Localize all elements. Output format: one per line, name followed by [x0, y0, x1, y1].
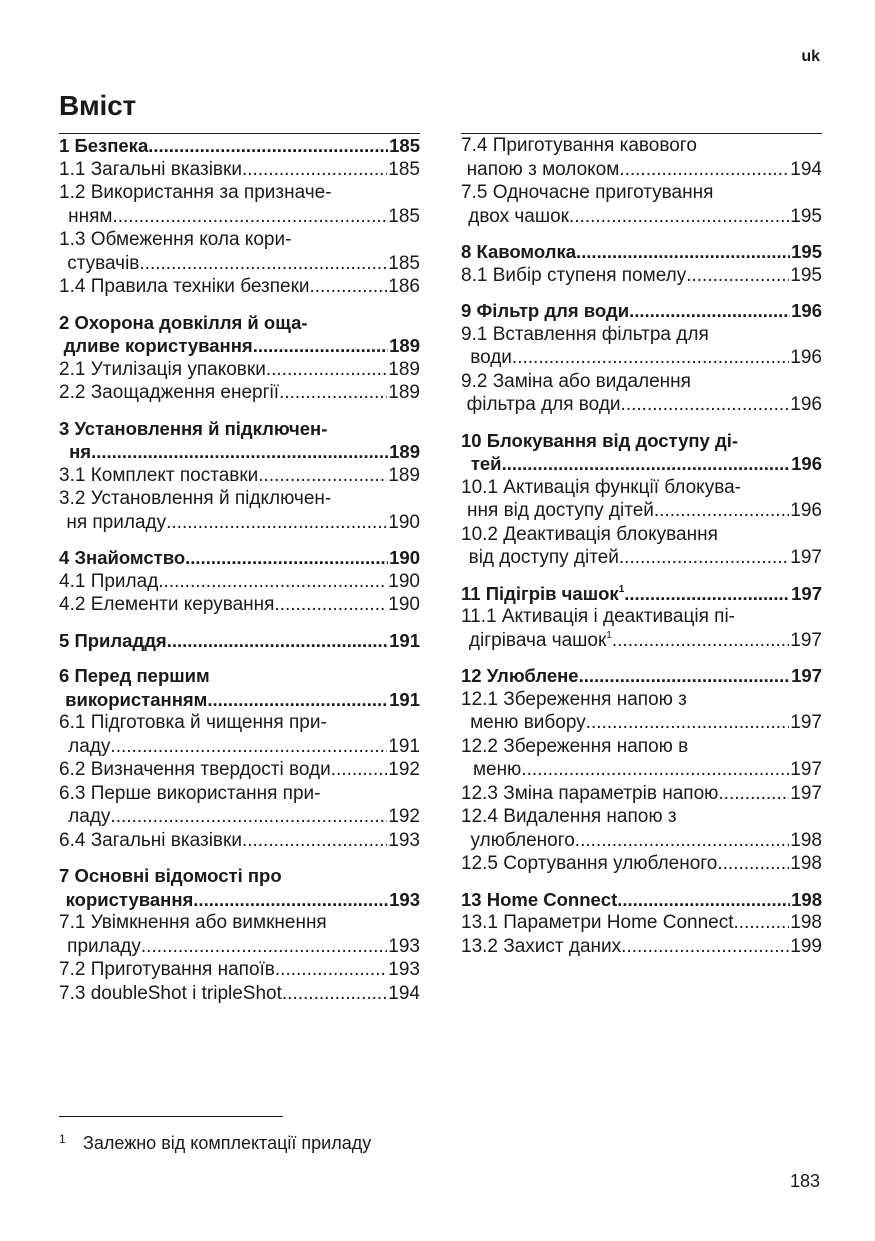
entry-number: 9.2: [461, 370, 493, 392]
entry-title: Безпека: [74, 135, 149, 156]
toc-chapter-6: [59, 664, 420, 852]
leader-dots: [166, 511, 387, 535]
entry-number: 1.1: [59, 158, 91, 180]
entry-title-cont: ня приладу: [66, 511, 167, 533]
toc-entry-10-1[interactable]: [461, 476, 822, 523]
entry-number: 10.2: [461, 523, 504, 545]
toc-entry-7-5[interactable]: [461, 181, 822, 228]
leader-dots: [586, 711, 790, 735]
toc-entry-9-2[interactable]: [461, 370, 822, 417]
entry-page: 191: [389, 629, 420, 651]
toc-chapter-7: [59, 864, 420, 1005]
toc-chapter-13: [461, 888, 822, 959]
footnote-divider: [59, 1116, 283, 1117]
entry-title: Прилад: [90, 570, 159, 592]
entry-page: 185: [388, 158, 420, 180]
toc-entry-12-3[interactable]: [461, 782, 822, 806]
toc-entry-2[interactable]: [59, 311, 420, 358]
entry-page: 185: [389, 135, 420, 156]
leader-dots: [110, 735, 387, 759]
entry-title: Визначення твердості води: [90, 759, 331, 780]
footnote-text: Залежно від комплектації приладу: [83, 1133, 372, 1153]
entry-title: Одночасне приготування: [492, 182, 714, 203]
toc-entry-5[interactable]: [59, 629, 420, 653]
leader-dots: [266, 358, 387, 382]
entry-page: 190: [388, 594, 420, 615]
leader-dots: [253, 334, 388, 358]
toc-entry-1[interactable]: [59, 133, 420, 158]
entry-title: Утилізація упаковки: [90, 358, 266, 380]
entry-title-cont: фільтра для води: [466, 394, 621, 415]
entry-number: 12.1: [461, 688, 504, 710]
entry-page: 190: [388, 570, 420, 592]
leader-dots: [718, 782, 789, 806]
entry-title-cont: дігрівача чашок$^1$: [468, 629, 612, 651]
entry-number: 4.1: [59, 570, 91, 592]
entry-title: Вставлення фільтра для: [492, 323, 709, 345]
entry-title-cont: двох чашок: [468, 205, 569, 227]
entry-title: Заміна або видалення: [492, 370, 691, 392]
entry-title-cont: улюбленого: [470, 829, 575, 851]
toc-entry-7[interactable]: [59, 864, 420, 911]
language-code: uk: [801, 48, 820, 65]
entry-title: Комплект поставки: [90, 464, 259, 486]
entry-title-cont: тей: [470, 453, 502, 474]
entry-number: 1.4: [59, 276, 91, 297]
entry-number: 8.1: [461, 264, 493, 286]
entry-page: 197: [790, 782, 822, 804]
toc-chapter-10: [461, 429, 822, 570]
entry-page: 193: [388, 935, 420, 957]
entry-title-cont: ладу: [68, 735, 111, 757]
leader-dots: [158, 570, 387, 594]
toc-entry-6-3[interactable]: [59, 782, 420, 829]
leader-dots: [569, 205, 789, 229]
leader-dots: [576, 240, 790, 264]
leader-dots: [619, 158, 789, 182]
entry-title: Підігрів чашок$^1$: [485, 582, 625, 604]
toc-entry-12-5[interactable]: [461, 852, 822, 876]
leader-dots: [274, 593, 387, 617]
leader-dots: [579, 664, 791, 688]
entry-number: 3: [59, 417, 75, 439]
toc-entry-1-1[interactable]: [59, 158, 420, 182]
entry-number: 1.2: [59, 182, 91, 203]
toc-entry-12-1[interactable]: [461, 688, 822, 735]
entry-title: Збереження напою в: [503, 735, 689, 757]
toc-chapter-4: [59, 546, 420, 617]
leader-dots: [207, 688, 388, 712]
footnote: [59, 1132, 371, 1154]
leader-dots: [242, 158, 387, 182]
toc-entry-10-2[interactable]: [461, 523, 822, 570]
leader-dots: [717, 852, 789, 876]
toc-entry-13-2[interactable]: [461, 935, 822, 959]
toc-right-column: [461, 133, 822, 958]
entry-title: Збереження напою з: [503, 688, 687, 710]
entry-page: 190: [388, 511, 420, 533]
toc-chapter-12: [461, 664, 822, 876]
toc-entry-13-1[interactable]: [461, 911, 822, 935]
entry-page: 196: [790, 347, 822, 368]
toc-entry-6-1[interactable]: [59, 711, 420, 758]
entry-page: 198: [790, 912, 822, 933]
entry-number: 9: [461, 300, 477, 321]
leader-dots: [91, 440, 388, 464]
entry-number: 12: [461, 665, 487, 686]
entry-title-cont: від доступу дітей: [468, 547, 619, 568]
toc-entry-4-1[interactable]: [59, 570, 420, 594]
toc-chapter-1: [59, 133, 420, 299]
toc-left-column: [59, 133, 420, 1005]
entry-title: Приготування напоїв: [90, 959, 275, 980]
leader-dots: [621, 935, 789, 959]
toc-entry-9-1[interactable]: [461, 323, 822, 370]
entry-number: 7.5: [461, 182, 493, 203]
page-title: Вміст: [59, 90, 136, 121]
entry-page: 197: [791, 665, 822, 686]
entry-title: Зміна параметрів напою: [503, 782, 719, 804]
entry-page: 195: [790, 205, 822, 227]
entry-page: 196: [790, 500, 822, 521]
entry-title: Сортування улюбленого: [503, 853, 718, 874]
leader-dots: [619, 546, 789, 570]
entry-number: 4.2: [59, 594, 91, 615]
entry-number: 9.1: [461, 323, 493, 345]
entry-page: 192: [388, 759, 420, 780]
entry-page: 193: [388, 959, 420, 980]
toc-entry-1-4[interactable]: [59, 275, 420, 299]
leader-dots: [686, 264, 789, 288]
entry-page: 193: [389, 888, 420, 910]
entry-number: 3.1: [59, 464, 91, 486]
leader-dots: [654, 499, 789, 523]
entry-title-cont: ладу: [68, 806, 111, 827]
entry-page: 197: [790, 629, 822, 651]
entry-number: 6.3: [59, 782, 91, 804]
toc-chapter-3: [59, 417, 420, 535]
toc-entry-2-1[interactable]: [59, 358, 420, 382]
entry-page: 189: [389, 335, 420, 356]
entry-number: 5: [59, 629, 75, 651]
entry-title-cont: дливе користування: [63, 335, 253, 356]
entry-title-cont: користування: [65, 888, 194, 910]
entry-title: Правила техніки безпеки: [90, 276, 310, 297]
toc-entry-3-2[interactable]: [59, 487, 420, 534]
entry-title: Знайомство: [74, 547, 186, 568]
entry-number: 2.1: [59, 358, 91, 380]
entry-page: 191: [388, 735, 420, 757]
entry-title-cont: води: [470, 347, 512, 368]
entry-page: 196: [790, 394, 822, 415]
entry-number: 7.4: [461, 135, 493, 156]
entry-number: 3.2: [59, 488, 91, 509]
leader-dots: [193, 888, 388, 912]
entry-page: 196: [791, 453, 822, 474]
entry-page: 195: [790, 264, 822, 286]
toc-entry-13[interactable]: [461, 888, 822, 912]
entry-title: Установлення й підключен-: [90, 488, 332, 509]
entry-number: 10.1: [461, 476, 504, 498]
toc-entry-7-1[interactable]: [59, 911, 420, 958]
entry-title-cont: ння від доступу дітей: [467, 500, 654, 521]
toc-entry-10[interactable]: [461, 429, 822, 476]
entry-page: 198: [791, 888, 822, 910]
entry-page: 198: [790, 829, 822, 851]
entry-page: 193: [388, 829, 420, 851]
leader-dots: [110, 805, 387, 829]
entry-title: Вибір ступеня помелу: [492, 264, 687, 286]
entry-title: Параметри Home Connect: [503, 912, 734, 933]
entry-page: 197: [790, 759, 822, 780]
entry-page: 191: [389, 688, 420, 710]
entry-number: 7: [59, 865, 75, 886]
entry-page: 196: [791, 300, 822, 321]
entry-number: 11.1: [461, 606, 502, 627]
leader-dots: [185, 546, 388, 570]
entry-page: 195: [791, 241, 822, 262]
entry-page: 186: [388, 276, 420, 297]
entry-page: 197: [791, 582, 822, 604]
entry-number: 7.2: [59, 959, 91, 980]
entry-number: 6.4: [59, 829, 91, 851]
leader-dots: [279, 381, 387, 405]
entry-title: Перед першим: [74, 665, 210, 686]
leader-dots: [258, 464, 387, 488]
leader-dots: [612, 629, 789, 653]
entry-page: 194: [388, 982, 420, 1004]
entry-page: 199: [790, 935, 822, 957]
entry-number: 2.2: [59, 382, 91, 403]
entry-title: Використання за призначе-: [90, 182, 332, 203]
toc-entry-4-2[interactable]: [59, 593, 420, 617]
footnote-ref[interactable]: 1: [618, 583, 625, 595]
toc-entry-6-2[interactable]: [59, 758, 420, 782]
entry-page: 194: [790, 158, 822, 180]
leader-dots: [167, 629, 388, 653]
entry-number: 12.2: [461, 735, 504, 757]
entry-number: 13.1: [461, 912, 504, 933]
toc-chapter-9: [461, 299, 822, 417]
entry-page: 198: [790, 853, 822, 874]
leader-dots: [621, 393, 790, 417]
entry-title: Установлення й підключен-: [74, 417, 328, 439]
leader-dots: [282, 982, 387, 1006]
entry-number: 2: [59, 311, 75, 333]
entry-page: 192: [388, 806, 420, 827]
entry-title: Елементи керування: [90, 594, 275, 615]
toc-chapter-8: [461, 240, 822, 287]
leader-dots: [148, 134, 388, 158]
entry-title-cont: ня: [69, 441, 92, 462]
toc-entry-1-3[interactable]: [59, 228, 420, 275]
leader-dots: [624, 582, 790, 606]
leader-dots: [629, 299, 790, 323]
leader-dots: [331, 758, 388, 782]
entry-number: 1.3: [59, 229, 91, 250]
entry-title-cont: нням: [68, 205, 113, 227]
leader-dots: [617, 888, 790, 912]
entry-page: 185: [388, 205, 420, 227]
entry-page: 197: [790, 712, 822, 733]
toc-entry-3-1[interactable]: [59, 464, 420, 488]
entry-title: Блокування від доступу ді-: [486, 429, 739, 451]
entry-title: Увімкнення або вимкнення: [90, 912, 327, 933]
toc-entry-7-2[interactable]: [59, 958, 420, 982]
toc-entry-6[interactable]: [59, 664, 420, 711]
footnote-ref[interactable]: 1: [606, 629, 612, 641]
entry-title-cont: використанням: [65, 688, 208, 710]
entry-title-cont: приладу: [67, 935, 141, 957]
entry-title: Охорона довкілля й оща-: [74, 311, 308, 333]
leader-dots: [141, 935, 387, 959]
entry-title-cont: напою з молоком: [466, 158, 620, 180]
entry-title-cont: меню: [472, 759, 522, 780]
entry-title: Видалення напою з: [503, 806, 677, 827]
entry-title: Загальні вказівки: [90, 829, 242, 851]
entry-title: doubleShot і tripleShot: [90, 982, 282, 1004]
leader-dots: [275, 958, 387, 982]
entry-page: 197: [790, 547, 822, 568]
toc-entry-7-4[interactable]: [461, 133, 822, 181]
toc-entry-4[interactable]: [59, 546, 420, 570]
toc-entry-2-2[interactable]: [59, 381, 420, 405]
toc-chapter-5: [59, 629, 420, 653]
toc-entry-12-4[interactable]: [461, 805, 822, 852]
leader-dots: [242, 829, 387, 853]
entry-title: Кавомолка: [476, 241, 577, 262]
entry-number: 1: [59, 135, 75, 156]
entry-number: 8: [461, 241, 477, 262]
page-number: 183: [789, 1171, 820, 1191]
leader-dots: [575, 829, 790, 853]
entry-title: Home Connect: [486, 888, 618, 910]
entry-title: Підготовка й чищення при-: [90, 712, 327, 733]
entry-page: 185: [388, 252, 420, 274]
leader-dots: [139, 252, 387, 276]
entry-title: Фільтр для води: [476, 300, 630, 321]
entry-title: Захист даних: [503, 935, 622, 957]
entry-number: 12.5: [461, 853, 504, 874]
leader-dots: [502, 452, 791, 476]
entry-number: 6.2: [59, 759, 91, 780]
toc-entry-8-1[interactable]: [461, 264, 822, 288]
entry-number: 12.3: [461, 782, 504, 804]
entry-number: 6: [59, 665, 75, 686]
entry-title: Загальні вказівки: [90, 158, 242, 180]
toc-entry-12-2[interactable]: [461, 735, 822, 782]
entry-page: 189: [389, 441, 420, 462]
entry-number: 13.2: [461, 935, 504, 957]
toc-entry-12[interactable]: [461, 664, 822, 688]
toc-entry-9[interactable]: [461, 299, 822, 323]
entry-page: 190: [389, 547, 420, 568]
toc-chapter-11: [461, 582, 822, 653]
toc-entry-1-2[interactable]: [59, 181, 420, 228]
entry-title: Приладдя: [74, 629, 167, 651]
toc-entry-6-4[interactable]: [59, 829, 420, 853]
toc-entry-11[interactable]: [461, 582, 822, 606]
footnote-mark: 1: [59, 1132, 66, 1146]
entry-title-cont: стувачів: [67, 252, 140, 274]
entry-number: 11: [461, 582, 486, 604]
toc-entry-11-1[interactable]: [461, 605, 822, 652]
entry-title: Основні відомості про: [74, 865, 282, 886]
entry-page: 189: [388, 382, 420, 403]
entry-title: Улюблене: [486, 665, 579, 686]
entry-title: Перше використання при-: [90, 782, 321, 804]
entry-title: Деактивація блокування: [503, 523, 718, 545]
entry-title: Обмеження кола кори-: [90, 229, 292, 250]
entry-title: Заощадження енергії: [90, 382, 280, 403]
leader-dots: [310, 275, 388, 299]
entry-number: 13: [461, 888, 487, 910]
entry-number: 10: [461, 429, 487, 451]
toc-entry-8[interactable]: [461, 240, 822, 264]
entry-number: 7.1: [59, 912, 91, 933]
entry-title: Приготування кавового: [492, 135, 697, 156]
entry-number: 7.3: [59, 982, 91, 1004]
entry-title-cont: меню вибору: [470, 712, 586, 733]
leader-dots: [521, 758, 789, 782]
entry-title: Активація функції блокува-: [503, 476, 741, 498]
entry-number: 6.1: [59, 712, 91, 733]
toc-chapter-7-cont: [461, 133, 822, 228]
leader-dots: [734, 911, 790, 935]
leader-dots: [512, 346, 789, 370]
toc-entry-7-3[interactable]: [59, 982, 420, 1006]
toc-chapter-2: [59, 311, 420, 405]
entry-number: 12.4: [461, 806, 504, 827]
entry-number: 4: [59, 547, 75, 568]
entry-page: 189: [388, 464, 420, 486]
entry-page: 189: [388, 358, 420, 380]
toc-entry-3[interactable]: [59, 417, 420, 464]
leader-dots: [112, 205, 387, 229]
entry-title: Активація і деактивація пі-: [501, 606, 736, 627]
